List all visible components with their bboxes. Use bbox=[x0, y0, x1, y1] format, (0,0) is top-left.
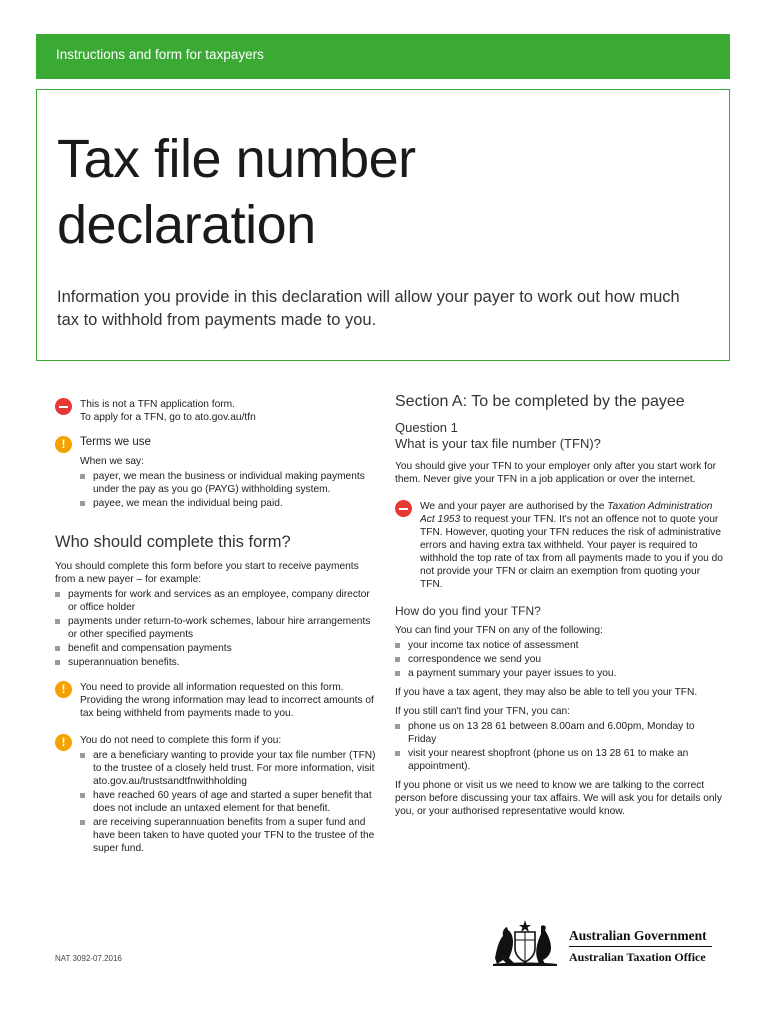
no-entry-icon bbox=[395, 500, 412, 517]
list-item: correspondence we send you bbox=[395, 653, 725, 666]
provide-info-note bbox=[55, 681, 380, 720]
list-item: superannuation benefits. bbox=[55, 656, 380, 669]
agent-text: If you have a tax agent, they may also be able to tell you your TFN. bbox=[395, 687, 698, 698]
page-title bbox=[57, 126, 416, 258]
closing-text: If you phone or visit us we need to know we are talking to the correct person before discussing your tax affairs. We will ask you for details only you, or your authorised representative would know. bbox=[395, 780, 722, 817]
authorised-post: to request your TFN. It's not an offence not to quote your TFN. However, quoting your TFN reduces the risk of administrative errors and having extra tax withheld. Your payer is required to withhold the top rate of tax from all payments made to you if you do not provide your TFN or claim an exemption from quoting your TFN. bbox=[420, 514, 723, 590]
tfn-para: You should give your TFN to your employer only after you start work for them. Never give your TFN in a job application or over the internet. bbox=[395, 461, 717, 485]
list-item: payments under return-to-work schemes, labour hire arrangements or other specified payments bbox=[55, 615, 380, 641]
note1-line1: This is not a TFN application form. bbox=[80, 399, 235, 410]
logo-divider bbox=[569, 946, 712, 947]
intro-text: Information you provide in this declaration will allow your payer to work out how much tax to withhold from payments made to you. bbox=[57, 288, 680, 329]
list-item: payee, we mean the individual being paid. bbox=[80, 497, 380, 510]
list-item: visit your nearest shopfront (phone us on 13 28 61 to make an appointment). bbox=[395, 747, 725, 773]
title-line-2: declaration bbox=[57, 195, 316, 255]
no-entry-icon bbox=[55, 398, 72, 415]
title-line-1: Tax file number bbox=[57, 129, 416, 189]
list-item: are a beneficiary wanting to provide your tax file number (TFN) to the trustee of a closely held trust. For more information, visit ato.gov.au/trustsandtfnwithholding bbox=[80, 749, 380, 788]
do-not-complete-note bbox=[55, 734, 380, 855]
list-item: are receiving superannuation benefits from a super fund and have been taken to have quoted your TFN to the trustee of the super fund. bbox=[80, 816, 380, 855]
authorised-text bbox=[420, 500, 725, 591]
gov-name: Australian Government bbox=[569, 928, 707, 943]
ato-logo bbox=[489, 918, 715, 970]
who-list bbox=[55, 588, 380, 669]
act-name: Taxation Administration Act 1953 bbox=[420, 501, 713, 525]
question-number: Question 1 bbox=[395, 420, 458, 435]
list-item: phone us on 13 28 61 between 8.00am and 6.00pm, Monday to Friday bbox=[395, 720, 725, 746]
authorised-pre: We and your payer are authorised by the bbox=[420, 501, 608, 512]
alert-icon: ! bbox=[55, 436, 72, 453]
note2-text: You need to provide all information requested on this form. Providing the wrong information may lead to incorrect amounts of tax being withheld from payments made to you. bbox=[80, 682, 374, 719]
agency-name: Australian Taxation Office bbox=[569, 950, 706, 964]
authorised-note bbox=[395, 500, 725, 591]
note3-list bbox=[80, 749, 380, 855]
alert-icon: ! bbox=[55, 681, 72, 698]
section-a-heading: Section A: To be completed by the payee bbox=[395, 393, 685, 410]
terms-list bbox=[80, 470, 380, 510]
terms-heading: Terms we use bbox=[80, 436, 151, 448]
list-item: benefit and compensation payments bbox=[55, 642, 380, 655]
terms-intro: When we say: bbox=[80, 456, 144, 467]
right-column bbox=[395, 392, 725, 823]
list-item: have reached 60 years of age and started a super benefit that does not include an untaxed element for that benefit. bbox=[80, 789, 380, 815]
note1-line2: To apply for a TFN, go to ato.gov.au/tfn bbox=[80, 412, 256, 423]
question-1 bbox=[395, 420, 725, 452]
question-text: What is your tax file number (TFN)? bbox=[395, 436, 601, 451]
find-intro: You can find your TFN on any of the following: bbox=[395, 625, 603, 636]
alert-icon: ! bbox=[55, 734, 72, 751]
note3-intro: You do not need to complete this form if you: bbox=[80, 735, 282, 746]
banner-text: Instructions and form for taxpayers bbox=[56, 47, 264, 62]
list-item: payer, we mean the business or individual making payments under the pay as you go (PAYG) withholding system. bbox=[80, 470, 380, 496]
title-box bbox=[36, 89, 730, 361]
find-list bbox=[395, 639, 725, 680]
who-heading: Who should complete this form? bbox=[55, 533, 291, 551]
header-banner bbox=[36, 34, 730, 79]
not-application-note bbox=[55, 398, 380, 424]
who-intro: You should complete this form before you start to receive payments from a new payer – for example: bbox=[55, 561, 359, 585]
cant-find-list bbox=[395, 720, 725, 773]
terms-note bbox=[55, 436, 380, 510]
find-heading: How do you find your TFN? bbox=[395, 604, 541, 618]
list-item: payments for work and services as an employee, company director or office holder bbox=[55, 588, 380, 614]
cant-find-text: If you still can't find your TFN, you can: bbox=[395, 706, 571, 717]
left-column bbox=[55, 398, 380, 865]
list-item: your income tax notice of assessment bbox=[395, 639, 725, 652]
form-code: NAT 3092-07.2016 bbox=[55, 954, 122, 963]
coat-of-arms-icon bbox=[489, 918, 561, 968]
list-item: a payment summary your payer issues to you. bbox=[395, 667, 725, 680]
